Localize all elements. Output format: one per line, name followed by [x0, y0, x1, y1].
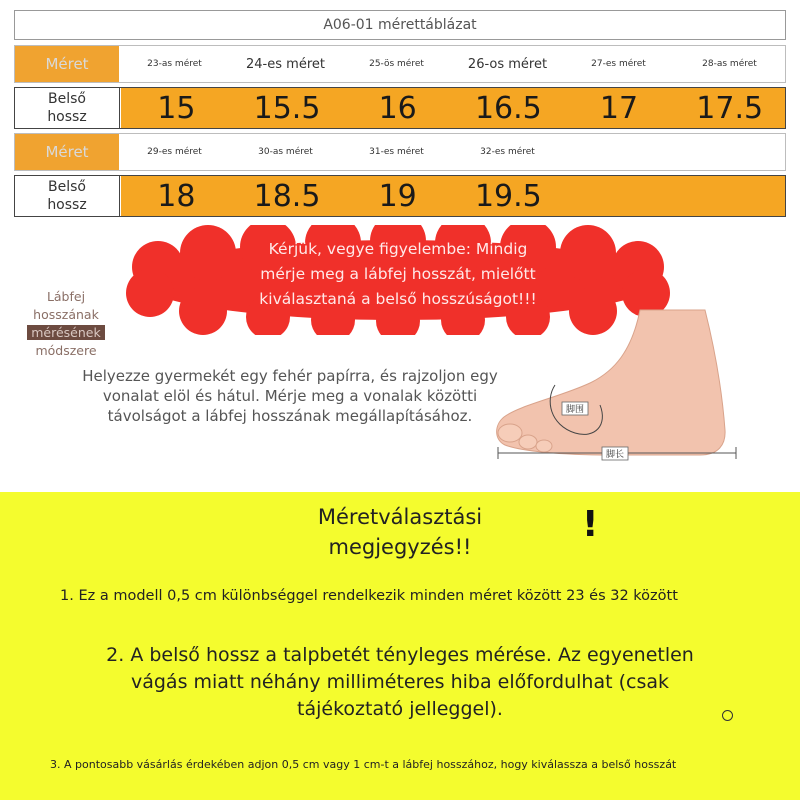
- size-row-2: [14, 133, 786, 171]
- method-label-highlight: mérésének: [27, 325, 104, 340]
- length-label-line1: Belső: [48, 179, 86, 195]
- note-2-line: vágás miatt néhány milliméteres hiba előfordulhat (csak: [130, 671, 670, 693]
- method-label-line: módszere: [35, 343, 97, 358]
- size-cell: 32-es méret: [480, 147, 535, 157]
- size-row-label: Méret: [15, 134, 119, 170]
- length-row-2: [14, 175, 786, 217]
- length-cell: 18: [157, 178, 196, 214]
- foot-illustration: [490, 305, 760, 479]
- notice-text: [118, 237, 678, 312]
- notes-title-line: megjegyzés!!: [328, 535, 472, 559]
- note-2: [60, 642, 740, 723]
- length-cell: 17.5: [696, 90, 764, 126]
- table-title: A06-01 mérettáblázat: [14, 10, 786, 40]
- exclamation-icon: !: [582, 504, 599, 545]
- size-cell: [563, 134, 674, 170]
- method-label-line: [16, 324, 116, 342]
- length-cell: 17: [599, 90, 639, 126]
- size-cell: 25-ös méret: [369, 59, 424, 69]
- size-cell: 30-as méret: [258, 147, 313, 157]
- size-cells: [119, 134, 785, 170]
- length-row-label: [15, 176, 120, 216]
- length-cells: [121, 176, 785, 216]
- note-2-line: tájékoztató jelleggel).: [297, 698, 503, 720]
- notice-line: Kérjük, vegye figyelembe: Mindig: [268, 240, 528, 258]
- length-row-label: [15, 88, 120, 128]
- foot-measure-icon: [490, 305, 760, 475]
- size-cell: 31-es méret: [369, 147, 424, 157]
- length-cell: 19: [378, 178, 417, 214]
- method-text-line: vonalat elöl és hátul. Mérje meg a vonalak közötti: [102, 387, 478, 405]
- notes-title: [290, 502, 510, 562]
- length-cell: 15: [157, 90, 196, 126]
- notice-line: mérje meg a lábfej hosszát, mielőtt: [260, 265, 536, 283]
- length-cell: 16.5: [474, 90, 542, 126]
- length-cell: 19.5: [474, 178, 542, 214]
- length-cell: 15.5: [253, 90, 321, 126]
- size-cell: [674, 134, 785, 170]
- length-label-line2: hossz: [47, 109, 87, 125]
- size-row-label: Méret: [15, 46, 119, 82]
- size-cell: 24-es méret: [246, 56, 325, 72]
- method-label: [16, 288, 116, 360]
- note-1: 1. Ez a modell 0,5 cm különbséggel rendelkezik minden méret között 23 és 32 között: [60, 588, 678, 604]
- length-cell: [564, 176, 675, 216]
- method-label-line: Lábfej: [46, 289, 86, 304]
- length-label-line1: Belső: [48, 91, 86, 107]
- size-notes: [0, 492, 800, 800]
- size-cell: 23-as méret: [147, 59, 202, 69]
- foot-label-bottom: 脚长: [605, 450, 625, 460]
- method-text-line: Helyezze gyermekét egy fehér papírra, és rajzoljon egy: [82, 367, 498, 385]
- foot-label-top: 脚围: [565, 405, 585, 415]
- length-cell: 18.5: [253, 178, 321, 214]
- method-label-line: hosszának: [33, 307, 99, 322]
- length-cell: 16: [378, 90, 417, 126]
- size-cell: 26-os méret: [467, 56, 548, 72]
- method-text-line: távolságot a lábfej hosszának megállapításához.: [107, 407, 473, 425]
- length-cells: [121, 88, 785, 128]
- notice-line: kiválasztaná a belső hosszúságot!!!: [259, 290, 537, 308]
- method-description: [40, 366, 540, 426]
- size-row-1: [14, 45, 786, 83]
- size-cell: 27-es méret: [591, 59, 646, 69]
- size-table: [14, 10, 786, 217]
- size-cell: 28-as méret: [702, 59, 757, 69]
- size-cells: [119, 46, 785, 82]
- length-cell: [674, 176, 785, 216]
- length-label-line2: hossz: [47, 197, 87, 213]
- note-3: 3. A pontosabb vásárlás érdekében adjon 0,5 cm vagy 1 cm-t a lábfej hosszához, hogy kiválassza a belső hosszát: [50, 758, 677, 771]
- circle-icon: [722, 710, 733, 721]
- notes-title-line: Méretválasztási: [317, 505, 483, 529]
- length-row-1: [14, 87, 786, 129]
- size-cell: 29-es méret: [147, 147, 202, 157]
- note-2-line: 2. A belső hossz a talpbetét tényleges mérése. Az egyenetlen: [106, 644, 694, 666]
